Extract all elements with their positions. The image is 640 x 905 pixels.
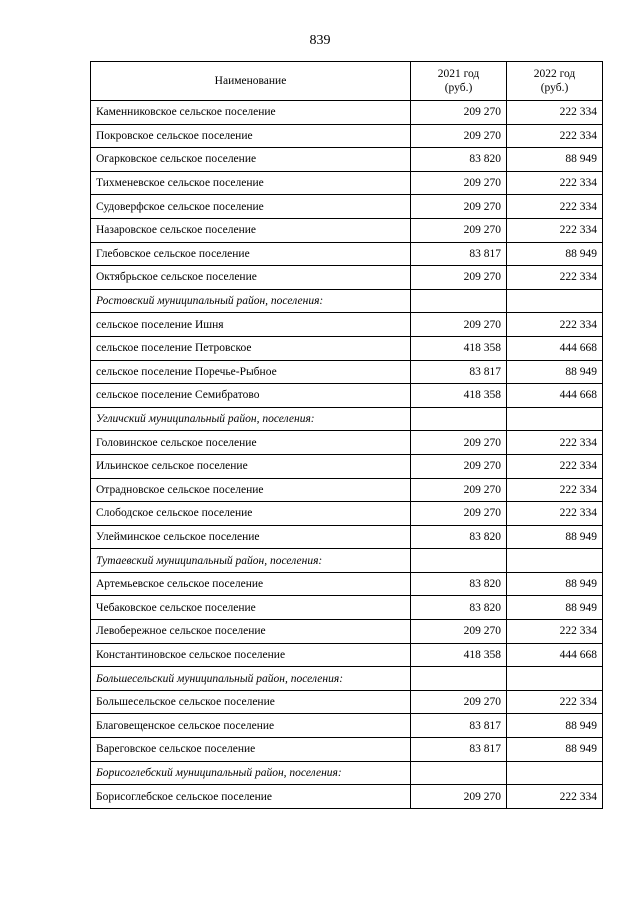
settlement-name: Вареговское сельское поселение bbox=[91, 738, 411, 762]
amount-2021: 83 817 bbox=[411, 242, 507, 266]
settlement-name: Артемьевское сельское поселение bbox=[91, 572, 411, 596]
amount-2021: 83 820 bbox=[411, 525, 507, 549]
header-name bbox=[91, 62, 411, 101]
amount-2021: 83 820 bbox=[411, 148, 507, 172]
amount-2021: 209 270 bbox=[411, 431, 507, 455]
amount-2022: 222 334 bbox=[507, 785, 603, 809]
table-row bbox=[91, 195, 603, 219]
section-row bbox=[91, 407, 603, 431]
settlement-name: сельское поселение Поречье-Рыбное bbox=[91, 360, 411, 384]
amount-2022: 88 949 bbox=[507, 525, 603, 549]
settlement-name: сельское поселение Семибратово bbox=[91, 384, 411, 408]
table-row bbox=[91, 148, 603, 172]
amount-2022: 88 949 bbox=[507, 738, 603, 762]
table-row bbox=[91, 572, 603, 596]
settlement-name: Отрадновское сельское поселение bbox=[91, 478, 411, 502]
amount-2021: 418 358 bbox=[411, 643, 507, 667]
table-row bbox=[91, 478, 603, 502]
table-row bbox=[91, 101, 603, 125]
section-title: Большесельский муниципальный район, поселения: bbox=[91, 667, 411, 691]
table-row bbox=[91, 384, 603, 408]
amount-2021 bbox=[411, 549, 507, 573]
settlement-name: Головинское сельское поселение bbox=[91, 431, 411, 455]
table-row bbox=[91, 502, 603, 526]
table-header-row bbox=[91, 62, 603, 101]
header-name-label: Наименование bbox=[214, 75, 287, 87]
amount-2022: 222 334 bbox=[507, 478, 603, 502]
section-row bbox=[91, 549, 603, 573]
amount-2021: 209 270 bbox=[411, 620, 507, 644]
amount-2022: 444 668 bbox=[507, 643, 603, 667]
amount-2022: 222 334 bbox=[507, 431, 603, 455]
table-row bbox=[91, 643, 603, 667]
amount-2022: 88 949 bbox=[507, 242, 603, 266]
section-title: Ростовский муниципальный район, поселения: bbox=[91, 289, 411, 313]
amount-2022: 222 334 bbox=[507, 690, 603, 714]
section-title: Угличский муниципальный район, поселения: bbox=[91, 407, 411, 431]
amount-2022: 88 949 bbox=[507, 360, 603, 384]
header-2021 bbox=[411, 62, 507, 101]
table-row bbox=[91, 785, 603, 809]
settlement-name: Благовещенское сельское поселение bbox=[91, 714, 411, 738]
amount-2021: 209 270 bbox=[411, 195, 507, 219]
header-2022 bbox=[507, 62, 603, 101]
amount-2021: 209 270 bbox=[411, 266, 507, 290]
amount-2021: 209 270 bbox=[411, 785, 507, 809]
settlement-name: Огарковское сельское поселение bbox=[91, 148, 411, 172]
table-row bbox=[91, 738, 603, 762]
amount-2021: 209 270 bbox=[411, 171, 507, 195]
settlement-name: Каменниковское сельское поселение bbox=[91, 101, 411, 125]
amount-2021: 418 358 bbox=[411, 384, 507, 408]
table-row bbox=[91, 525, 603, 549]
section-title: Борисоглебский муниципальный район, поселения: bbox=[91, 761, 411, 785]
settlement-name: Чебаковское сельское поселение bbox=[91, 596, 411, 620]
amount-2021 bbox=[411, 761, 507, 785]
table-row bbox=[91, 242, 603, 266]
amount-2022 bbox=[507, 407, 603, 431]
table-row bbox=[91, 431, 603, 455]
amount-2022: 88 949 bbox=[507, 572, 603, 596]
page-number: 839 bbox=[309, 33, 331, 48]
amount-2021: 209 270 bbox=[411, 124, 507, 148]
amount-2021: 83 817 bbox=[411, 360, 507, 384]
header-2022-unit: (руб.) bbox=[540, 82, 569, 94]
settlement-name: Левобережное сельское поселение bbox=[91, 620, 411, 644]
amount-2022: 222 334 bbox=[507, 171, 603, 195]
settlement-name: Константиновское сельское поселение bbox=[91, 643, 411, 667]
amount-2021: 83 817 bbox=[411, 714, 507, 738]
amount-2022 bbox=[507, 667, 603, 691]
amount-2022: 222 334 bbox=[507, 266, 603, 290]
amount-2022: 222 334 bbox=[507, 454, 603, 478]
settlement-name: Ильинское сельское поселение bbox=[91, 454, 411, 478]
amount-2021: 83 820 bbox=[411, 572, 507, 596]
amount-2022: 222 334 bbox=[507, 620, 603, 644]
table-row bbox=[91, 336, 603, 360]
amount-2021: 209 270 bbox=[411, 478, 507, 502]
section-row bbox=[91, 667, 603, 691]
header-2021-unit: (руб.) bbox=[444, 82, 473, 94]
amount-2022: 222 334 bbox=[507, 195, 603, 219]
amount-2021 bbox=[411, 289, 507, 313]
table-row bbox=[91, 266, 603, 290]
table-row bbox=[91, 690, 603, 714]
settlement-name: Улейминское сельское поселение bbox=[91, 525, 411, 549]
header-2022-year: 2022 год bbox=[533, 68, 576, 80]
amount-2022: 88 949 bbox=[507, 148, 603, 172]
amount-2021: 209 270 bbox=[411, 101, 507, 125]
settlement-name: Октябрьское сельское поселение bbox=[91, 266, 411, 290]
table-row bbox=[91, 171, 603, 195]
amount-2022 bbox=[507, 289, 603, 313]
section-title: Тутаевский муниципальный район, поселения: bbox=[91, 549, 411, 573]
amount-2021: 83 820 bbox=[411, 596, 507, 620]
table-body bbox=[91, 101, 603, 809]
amount-2022 bbox=[507, 761, 603, 785]
settlement-name: Тихменевское сельское поселение bbox=[91, 171, 411, 195]
amount-2022: 444 668 bbox=[507, 336, 603, 360]
table-row bbox=[91, 454, 603, 478]
settlement-name: Глебовское сельское поселение bbox=[91, 242, 411, 266]
table-row bbox=[91, 596, 603, 620]
settlement-name: Слободское сельское поселение bbox=[91, 502, 411, 526]
settlement-name: Большесельское сельское поселение bbox=[91, 690, 411, 714]
settlement-name: Назаровское сельское поселение bbox=[91, 218, 411, 242]
amount-2022: 222 334 bbox=[507, 218, 603, 242]
amount-2021: 418 358 bbox=[411, 336, 507, 360]
amount-2022: 222 334 bbox=[507, 313, 603, 337]
settlement-name: сельское поселение Петровское bbox=[91, 336, 411, 360]
settlement-name: сельское поселение Ишня bbox=[91, 313, 411, 337]
settlement-name: Борисоглебское сельское поселение bbox=[91, 785, 411, 809]
section-row bbox=[91, 289, 603, 313]
amount-2022: 222 334 bbox=[507, 124, 603, 148]
amount-2021: 209 270 bbox=[411, 454, 507, 478]
table-row bbox=[91, 360, 603, 384]
amount-2022 bbox=[507, 549, 603, 573]
table-row bbox=[91, 714, 603, 738]
amount-2021: 83 817 bbox=[411, 738, 507, 762]
amount-2021: 209 270 bbox=[411, 218, 507, 242]
amount-2022: 222 334 bbox=[507, 502, 603, 526]
table-row bbox=[91, 124, 603, 148]
amount-2022: 222 334 bbox=[507, 101, 603, 125]
budget-table bbox=[90, 61, 603, 809]
amount-2021 bbox=[411, 667, 507, 691]
table-row bbox=[91, 313, 603, 337]
amount-2022: 444 668 bbox=[507, 384, 603, 408]
table-row bbox=[91, 620, 603, 644]
amount-2021: 209 270 bbox=[411, 313, 507, 337]
settlement-name: Судоверфское сельское поселение bbox=[91, 195, 411, 219]
amount-2021 bbox=[411, 407, 507, 431]
settlement-name: Покровское сельское поселение bbox=[91, 124, 411, 148]
amount-2022: 88 949 bbox=[507, 596, 603, 620]
amount-2022: 88 949 bbox=[507, 714, 603, 738]
table-row bbox=[91, 218, 603, 242]
header-2021-year: 2021 год bbox=[437, 68, 480, 80]
section-row bbox=[91, 761, 603, 785]
amount-2021: 209 270 bbox=[411, 502, 507, 526]
amount-2021: 209 270 bbox=[411, 690, 507, 714]
